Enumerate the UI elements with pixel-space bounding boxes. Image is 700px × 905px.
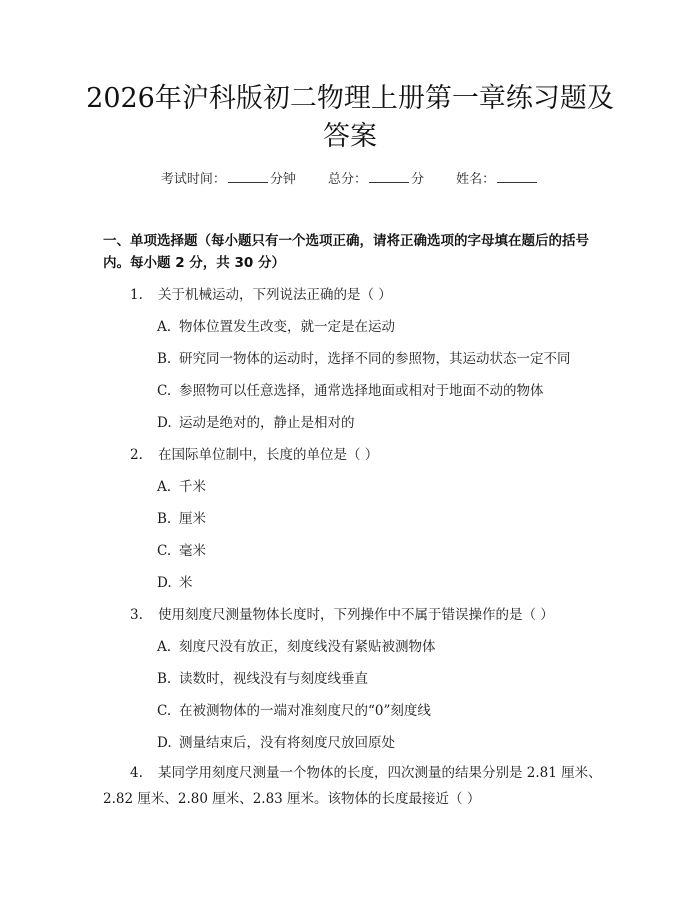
question-1-option-b [157,347,571,367]
question-1-option-c [157,379,544,399]
question-number: 1. [130,287,143,303]
question-1-option-d [157,411,355,431]
option-text: 米 [179,575,193,591]
question-3-option-d [157,731,395,751]
option-letter: A. [157,319,172,335]
option-letter: D. [157,575,172,591]
question-3-option-c [157,699,431,719]
question-3-option-a [157,635,436,655]
name-blank [497,170,537,183]
question-3 [130,603,554,623]
total-score-label: 总分： [327,172,367,187]
question-2-option-a [157,475,206,495]
total-score-blank [369,170,409,183]
question-4 [103,760,603,812]
option-letter: B. [157,511,172,527]
exam-time-label: 考试时间： [160,172,226,187]
question-text: 关于机械运动，下列说法正确的是（ ） [158,287,392,303]
option-letter: C. [157,383,172,399]
question-1-option-a [157,315,395,335]
option-letter: D. [157,415,172,431]
question-1 [130,283,392,303]
exam-time-field [161,168,296,187]
question-text: 在国际单位制中，长度的单位是（ ） [158,447,379,463]
option-text: 测量结束后，没有将刻度尺放回原处 [179,735,395,751]
question-2-option-d [157,571,193,591]
question-number: 4. [130,765,143,781]
question-text: 使用刻度尺测量物体长度时，下列操作中不属于错误操作的是（ ） [158,607,554,623]
total-score-field [328,168,424,187]
option-letter: B. [157,671,172,687]
total-score-unit: 分 [411,172,425,187]
exam-info-line [0,168,700,187]
option-text: 研究同一物体的运动时，选择不同的参照物，其运动状态一定不同 [179,351,571,367]
question-2-option-b [157,507,206,527]
option-letter: B. [157,351,172,367]
option-text: 千米 [179,479,206,495]
option-text: 参照物可以任意选择，通常选择地面或相对于地面不动的物体 [179,383,544,399]
name-label: 姓名： [456,172,496,187]
name-field [456,168,539,187]
page-title: 2026年沪科版初二物理上册第一章练习题及答案 [86,83,614,152]
exam-time-blank [228,170,268,183]
section-header: 一、单项选择题（每小题只有一个选项正确，请将正确选项的字母填在题后的括号内。每小题 2 分，共 30 分） [103,233,589,271]
option-text: 物体位置发生改变，就一定是在运动 [179,319,395,335]
question-2 [130,443,378,463]
option-text: 毫米 [179,543,206,559]
question-3-option-b [157,667,368,687]
option-text: 在被测物体的一端对准刻度尺的“0”刻度线 [179,703,431,719]
option-letter: C. [157,543,172,559]
option-letter: A. [157,639,172,655]
option-text: 运动是绝对的，静止是相对的 [179,415,355,431]
option-letter: A. [157,479,172,495]
question-2-option-c [157,539,206,559]
option-letter: C. [157,703,172,719]
option-letter: D. [157,735,172,751]
option-text: 刻度尺没有放正，刻度线没有紧贴被测物体 [179,639,436,655]
question-number: 3. [130,607,143,623]
question-number: 2. [130,447,143,463]
question-text: 某同学用刻度尺测量一个物体的长度，四次测量的结果分别是 2.81 厘米、2.82 厘米、2.80 厘米、2.83 厘米。该物体的长度最接近（ ） [103,765,602,807]
option-text: 读数时，视线没有与刻度线垂直 [179,671,368,687]
exam-time-unit: 分钟 [269,172,296,187]
option-text: 厘米 [179,511,206,527]
